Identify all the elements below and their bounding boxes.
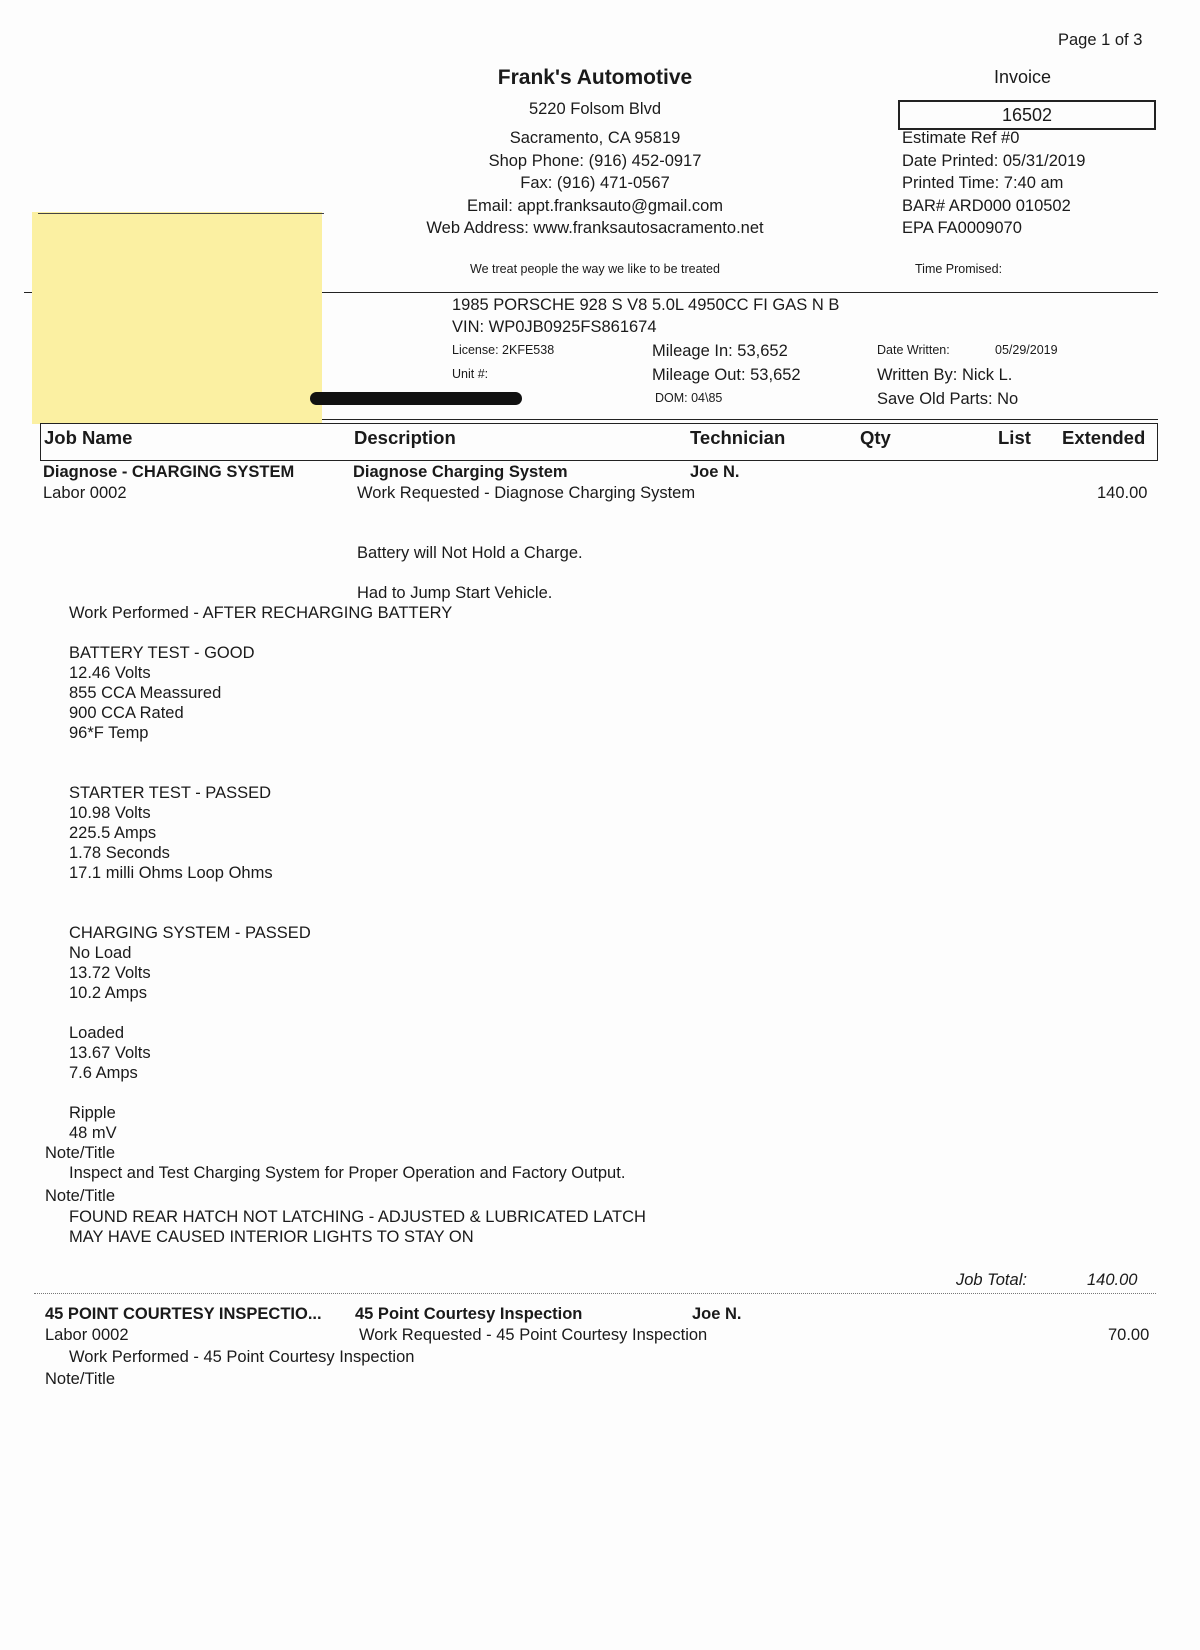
job1-extended: 140.00 <box>1097 484 1148 502</box>
job2-work-requested: Work Requested - 45 Point Courtesy Inspection <box>359 1326 708 1344</box>
charging-no-load-volts: 13.72 Volts <box>69 964 151 982</box>
charging-no-load: No Load <box>69 944 132 962</box>
ripple-label: Ripple <box>69 1104 116 1122</box>
job1-note-1: Battery will Not Hold a Charge. <box>357 544 583 562</box>
invoice-title: Invoice <box>994 67 1052 87</box>
job1-note-text-2b: MAY HAVE CAUSED INTERIOR LIGHTS TO STAY ON <box>69 1228 474 1246</box>
shop-name: Frank's Automotive <box>497 66 693 89</box>
col-extended: Extended <box>1062 427 1146 448</box>
starter-volts: 10.98 Volts <box>69 804 151 822</box>
shop-email: Email: appt.franksauto@gmail.com <box>466 197 724 215</box>
redacted-email <box>310 392 522 405</box>
starter-loop-ohms: 17.1 milli Ohms Loop Ohms <box>69 864 273 882</box>
job1-note-2: Had to Jump Start Vehicle. <box>357 584 553 602</box>
bar-number: BAR# ARD000 010502 <box>902 197 1071 215</box>
save-old-parts: Save Old Parts: No <box>877 390 1019 408</box>
estimate-ref: Estimate Ref #0 <box>902 129 1020 147</box>
job2-work-performed: Work Performed - 45 Point Courtesy Inspection <box>69 1348 415 1366</box>
job2-note-title: Note/Title <box>45 1370 115 1388</box>
job2-description: 45 Point Courtesy Inspection <box>355 1305 583 1323</box>
invoice-number: 16502 <box>898 100 1156 130</box>
table-header <box>40 423 1158 461</box>
page-number: Page 1 of 3 <box>1058 31 1143 49</box>
printed-time: Printed Time: 7:40 am <box>902 174 1064 192</box>
col-description: Description <box>354 427 456 448</box>
redaction-sticky-note <box>32 212 322 424</box>
shop-phone: Shop Phone: (916) 452-0917 <box>488 152 702 170</box>
job2-name: 45 POINT COURTESY INSPECTIO... <box>45 1305 322 1323</box>
job1-labor: Labor 0002 <box>43 484 127 502</box>
job-separator <box>34 1293 1156 1294</box>
charging-test: CHARGING SYSTEM - PASSED <box>69 924 311 942</box>
job2-extended: 70.00 <box>1108 1326 1150 1344</box>
job1-work-performed: Work Performed - AFTER RECHARGING BATTERY <box>69 604 453 622</box>
shop-address-1: 5220 Folsom Blvd <box>528 100 662 118</box>
date-written: 05/29/2019 <box>995 343 1058 357</box>
job1-note-title-1: Note/Title <box>45 1144 115 1162</box>
col-qty: Qty <box>860 427 891 448</box>
job2-technician: Joe N. <box>692 1305 742 1323</box>
vehicle-description: 1985 PORSCHE 928 S V8 5.0L 4950CC FI GAS N B <box>452 296 840 314</box>
mileage-out: Mileage Out: 53,652 <box>652 366 801 384</box>
job1-note-title-2: Note/Title <box>45 1187 115 1205</box>
battery-test: BATTERY TEST - GOOD <box>69 644 255 662</box>
vehicle-vin: VIN: WP0JB0925FS861674 <box>452 318 657 336</box>
job1-technician: Joe N. <box>690 463 740 481</box>
ripple-value: 48 mV <box>69 1124 117 1142</box>
starter-seconds: 1.78 Seconds <box>69 844 170 862</box>
shop-motto: We treat people the way we like to be treated <box>470 262 720 276</box>
epa-number: EPA FA0009070 <box>902 219 1022 237</box>
charging-loaded-amps: 7.6 Amps <box>69 1064 138 1082</box>
job1-note-text-2a: FOUND REAR HATCH NOT LATCHING - ADJUSTED & LUBRICATED LATCH <box>69 1208 646 1226</box>
mileage-in: Mileage In: 53,652 <box>652 342 788 360</box>
vehicle-unit: Unit #: <box>452 367 489 381</box>
job1-total: 140.00 <box>1087 1271 1138 1289</box>
charging-no-load-amps: 10.2 Amps <box>69 984 147 1002</box>
job1-total-label: Job Total: <box>956 1271 1027 1289</box>
battery-cca-measured: 855 CCA Meassured <box>69 684 222 702</box>
sticky-note-edge <box>38 213 324 214</box>
charging-loaded-volts: 13.67 Volts <box>69 1044 151 1062</box>
shop-fax: Fax: (916) 471-0567 <box>520 174 670 192</box>
job1-work-requested: Work Requested - Diagnose Charging System <box>357 484 696 502</box>
job1-note-text-1: Inspect and Test Charging System for Proper Operation and Factory Output. <box>69 1164 626 1182</box>
job1-name: Diagnose - CHARGING SYSTEM <box>43 463 295 481</box>
shop-web: Web Address: www.franksautosacramento.net <box>426 219 764 237</box>
starter-test: STARTER TEST - PASSED <box>69 784 272 802</box>
date-written-label: Date Written: <box>877 343 950 357</box>
starter-amps: 225.5 Amps <box>69 824 157 842</box>
time-promised: Time Promised: <box>915 262 1003 276</box>
charging-loaded: Loaded <box>69 1024 125 1042</box>
col-job-name: Job Name <box>44 427 133 448</box>
date-printed: Date Printed: 05/31/2019 <box>902 152 1086 170</box>
battery-cca-rated: 900 CCA Rated <box>69 704 184 722</box>
battery-volts: 12.46 Volts <box>69 664 151 682</box>
job1-description: Diagnose Charging System <box>353 463 568 481</box>
battery-temp: 96*F Temp <box>69 724 149 742</box>
vehicle-license: License: 2KFE538 <box>452 343 555 357</box>
shop-address-2: Sacramento, CA 95819 <box>509 129 681 147</box>
vehicle-dom: DOM: 04\85 <box>655 391 723 405</box>
written-by: Written By: Nick L. <box>877 366 1013 384</box>
job2-labor: Labor 0002 <box>45 1326 129 1344</box>
col-list: List <box>998 427 1031 448</box>
vehicle-divider <box>320 419 1158 420</box>
col-technician: Technician <box>690 427 786 448</box>
